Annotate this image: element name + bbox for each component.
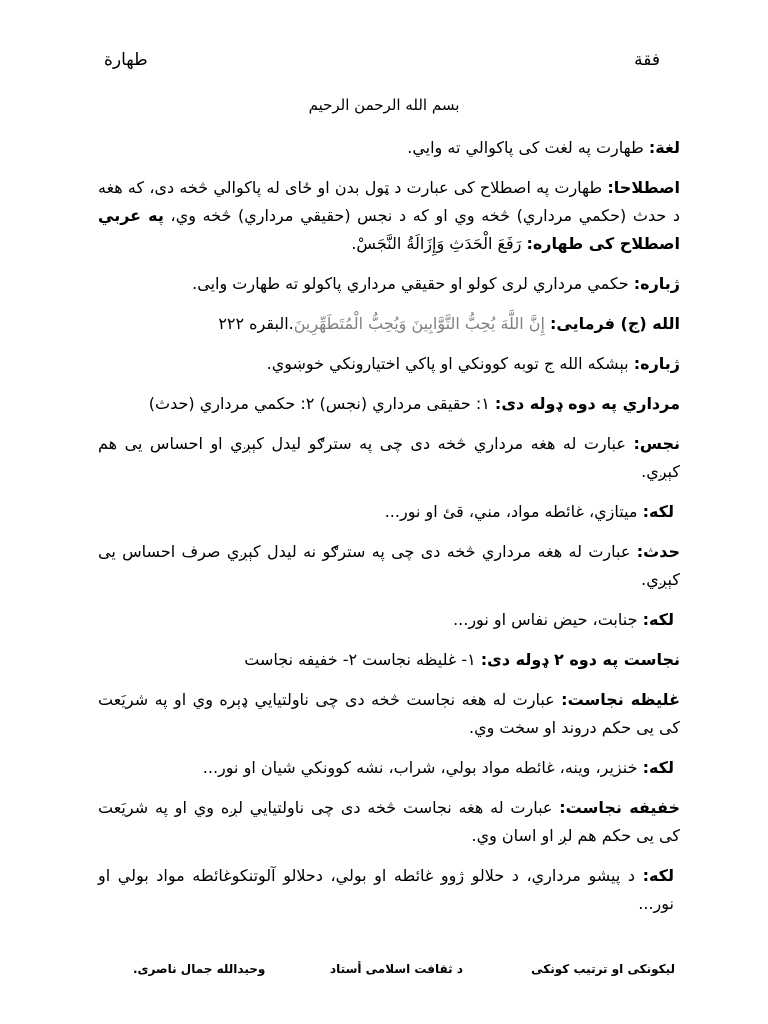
paragraph-label: الله (ج) فرمايی: bbox=[550, 314, 680, 333]
arabic-term-label: په عربي اصطلاح کی طهاره: bbox=[98, 206, 680, 253]
subject-heading: فقة bbox=[634, 50, 660, 70]
paragraph-khafifa bbox=[98, 794, 680, 850]
paragraph-example-4 bbox=[98, 862, 680, 918]
arabic-definition: رَفَعَ الْحَدَثِ وَإِزَالَةُ النَّجَسْ. bbox=[351, 234, 522, 253]
paragraph-quran-verse bbox=[98, 310, 680, 338]
paragraph-text: ١: حقيقی مرداري (نجس) ٢: حکمي مرداري (حدث) bbox=[148, 394, 490, 413]
paragraph-text: طهارت په لغت کی پاکوالي ته وايي. bbox=[407, 138, 644, 157]
paragraph-lugha bbox=[98, 134, 680, 162]
paragraph-label: لکه: bbox=[642, 758, 674, 777]
paragraph-label: نجاست په دوه ٢ ډوله دی: bbox=[480, 650, 680, 669]
footer-author-role: ليکونکی او ترتيب کونکی bbox=[531, 962, 675, 976]
paragraph-text: عبارت له هغه نجاست څخه دی چی ناولتيايي لږه وي او په شريَعت کی يی حکم هم لږ او اسان وي. bbox=[98, 798, 680, 845]
paragraph-hadath bbox=[98, 538, 680, 594]
paragraph-label: اصطلاحا: bbox=[607, 178, 680, 197]
paragraph-text: طهارت په اصطلاح کی عبارت د ټول بدن او ځای له پاکوالي څخه دی، که هغه د حدث (حکمي مرداري) څخه وي او که د نجس (حقيقي مرداري) څخه وي، bbox=[98, 178, 681, 225]
paragraph-text: ١- غليظه نجاست ٢- خفيفه نجاست bbox=[244, 650, 476, 669]
paragraph-label: ژباره: bbox=[633, 354, 680, 373]
paragraph-label: مرداري په دوه ډوله دی: bbox=[494, 394, 680, 413]
paragraph-najas bbox=[98, 430, 680, 486]
paragraph-impurity-types bbox=[98, 390, 680, 418]
paragraph-example-1 bbox=[98, 498, 680, 526]
paragraph-label: لکه: bbox=[642, 610, 674, 629]
paragraph-text: خنزير، وينه، غائطه مواد بولي، شراب، نشه کوونکي شيان او نور... bbox=[202, 758, 638, 777]
paragraph-label: غليظه نجاست: bbox=[561, 690, 681, 709]
paragraph-ghaliza bbox=[98, 686, 680, 742]
paragraph-example-3 bbox=[98, 754, 680, 782]
paragraph-example-2 bbox=[98, 606, 680, 634]
paragraph-text: عبارت له هغه مرداري څخه دی چی په سترګو نه ليدل کېږي صرف احساس يی کېږي. bbox=[98, 542, 680, 589]
paragraph-text: بېشکه الله ج توبه کوونکي او پاکي اختيارونکي خوښوي. bbox=[266, 354, 629, 373]
paragraph-istilah bbox=[98, 174, 680, 258]
footer-author-name: وحيدالله جمال ناصری. bbox=[133, 962, 266, 976]
paragraph-najasat-types bbox=[98, 646, 680, 674]
paragraph-label: ژباره: bbox=[633, 274, 680, 293]
paragraph-text: جنابت، حيض نفاس او نور... bbox=[453, 610, 638, 629]
footer-position: د ثقافت اسلامی أستاد bbox=[330, 962, 463, 976]
paragraph-text: حکمي مرداري لری کولو او حقيقي مرداري پاکولو ته طهارت وايی. bbox=[192, 274, 629, 293]
document-body bbox=[98, 134, 680, 930]
paragraph-label: لکه: bbox=[642, 502, 674, 521]
verse-reference: .البقره ٢٢٢ bbox=[218, 314, 294, 333]
paragraph-translation-2 bbox=[98, 350, 680, 378]
paragraph-text: ميتازي، غائطه مواد، مني، قئ او نور... bbox=[384, 502, 638, 521]
paragraph-text: د پيشو مرداري، د حلالو ژوو غائطه او بولي، دحلالو آلوتنکوغائطه مواد بولي او نور... bbox=[98, 866, 674, 913]
paragraph-label: لکه: bbox=[642, 866, 674, 885]
paragraph-text: عبارت له هغه مرداري څخه دی چی په سترګو ليدل کېږي او احساس يی هم کېږي. bbox=[98, 434, 680, 481]
paragraph-label: حدث: bbox=[636, 542, 680, 561]
paragraph-label: نجس: bbox=[633, 434, 680, 453]
paragraph-label: خفيفه نجاست: bbox=[559, 798, 681, 817]
paragraph-label: لغة: bbox=[648, 138, 680, 157]
paragraph-text: عبارت له هغه نجاست څخه دی چی ناولتيايي ډېره وي او په شريَعت کی يی حکم دروند او سخت وي. bbox=[98, 690, 680, 737]
topic-heading: طهارة bbox=[104, 50, 148, 70]
basmala: بسم الله الرحمن الرحيم bbox=[308, 96, 460, 114]
paragraph-translation-1 bbox=[98, 270, 680, 298]
quran-verse: إِنَّ اللَّهَ يُحِبُّ التَّوَّابِينَ وَيُحِبُّ الْمُتَطَهِّرِينَ bbox=[293, 314, 545, 333]
